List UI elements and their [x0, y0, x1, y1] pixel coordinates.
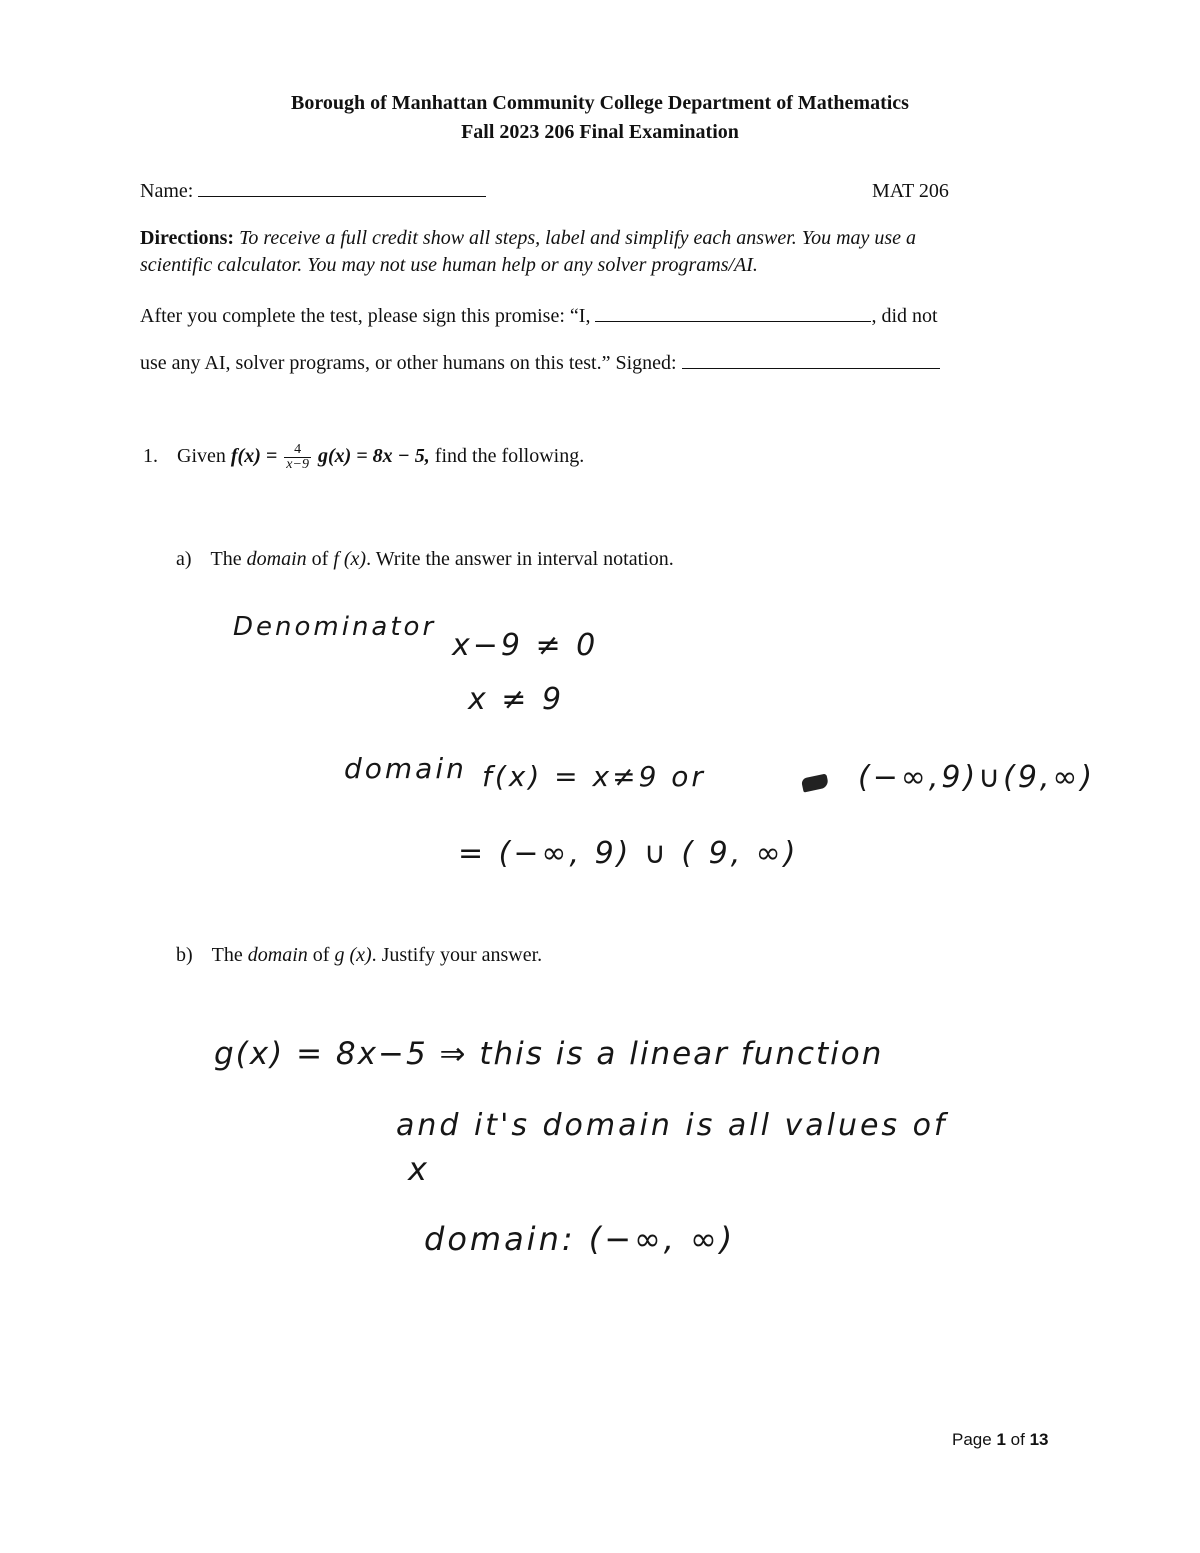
page-total: 13: [1029, 1430, 1049, 1449]
directions-text-1: To receive a full credit show all steps, label and simplify each answer. You may use a: [239, 227, 917, 249]
hw-domain-expression: f(x) = x≠9 or: [482, 760, 706, 793]
part-a-fx: f (x): [333, 548, 367, 570]
signature-blank[interactable]: [682, 367, 940, 369]
hw-denominator-label: Denominator: [233, 612, 437, 642]
part-b-text-pre: The: [211, 944, 243, 966]
part-b-prompt: [176, 944, 542, 967]
part-b-text-mid: of: [312, 944, 330, 966]
hw-g-domain-result: domain: (−∞, ∞): [424, 1220, 736, 1258]
hw-g-domain-all-values: and it's domain is all values of: [396, 1108, 948, 1143]
question-instruction: find the following.: [434, 445, 585, 468]
f-denominator: x−9: [286, 457, 309, 472]
part-b-label: b): [176, 944, 193, 966]
page-footer: [952, 1430, 1048, 1450]
part-a-text-mid: of: [311, 548, 329, 570]
part-b-domain-word: domain: [247, 944, 308, 966]
hw-denominator-equation: x−9 ≠ 0: [452, 628, 599, 663]
hw-g-linear-statement: g(x) = 8x−5 ⇒ this is a linear function: [214, 1036, 884, 1072]
question-1: [143, 443, 584, 472]
part-a-text-post: . Write the answer in interval notation.: [366, 548, 674, 570]
hw-scribble-mark: [801, 773, 829, 792]
f-numerator: 4: [284, 443, 311, 458]
name-label: Name:: [140, 180, 194, 202]
part-a-label: a): [176, 548, 192, 570]
part-a-text-pre: The: [210, 548, 242, 570]
g-definition: g(x) = 8x − 5,: [317, 445, 430, 468]
hw-domain-interval: (−∞,9)∪(9,∞): [858, 760, 1096, 795]
promise-line-2: [140, 352, 940, 375]
name-row: [140, 180, 486, 203]
hw-x-not-nine: x ≠ 9: [468, 682, 565, 717]
of-word: of: [1010, 1430, 1025, 1449]
question-given: Given: [177, 445, 226, 468]
f-definition: f(x) =: [230, 445, 278, 468]
page-word: Page: [952, 1430, 992, 1449]
page-number: 1: [996, 1430, 1006, 1449]
exam-institution: Borough of Manhattan Community College Department of Mathematics: [291, 92, 909, 114]
part-b-text-post: . Justify your answer.: [371, 944, 543, 966]
part-a-domain-word: domain: [246, 548, 307, 570]
promise-name-blank[interactable]: [595, 320, 871, 322]
exam-title: Fall 2023 206 Final Examination: [461, 121, 739, 143]
directions-line-1: [140, 227, 916, 250]
promise-text-2: , did not: [871, 305, 938, 327]
promise-text-1: After you complete the test, please sign this promise: “I,: [140, 305, 591, 327]
directions-label: Directions:: [140, 227, 235, 249]
part-b-gx: g (x): [334, 944, 372, 966]
f-fraction: [284, 443, 311, 472]
directions-text-2: scientific calculator. You may not use human help or any solver programs/AI.: [140, 254, 758, 276]
part-a-prompt: [176, 548, 674, 571]
hw-domain-label: domain: [344, 752, 467, 785]
question-number: 1.: [143, 445, 158, 468]
promise-line-1: [140, 305, 938, 328]
course-code: MAT 206: [872, 180, 949, 202]
name-blank[interactable]: [198, 195, 486, 197]
hw-g-x: x: [408, 1150, 430, 1188]
hw-domain-result: = (−∞, 9) ∪ ( 9, ∞): [458, 836, 799, 871]
promise-text-3: use any AI, solver programs, or other humans on this test.” Signed:: [140, 352, 677, 374]
